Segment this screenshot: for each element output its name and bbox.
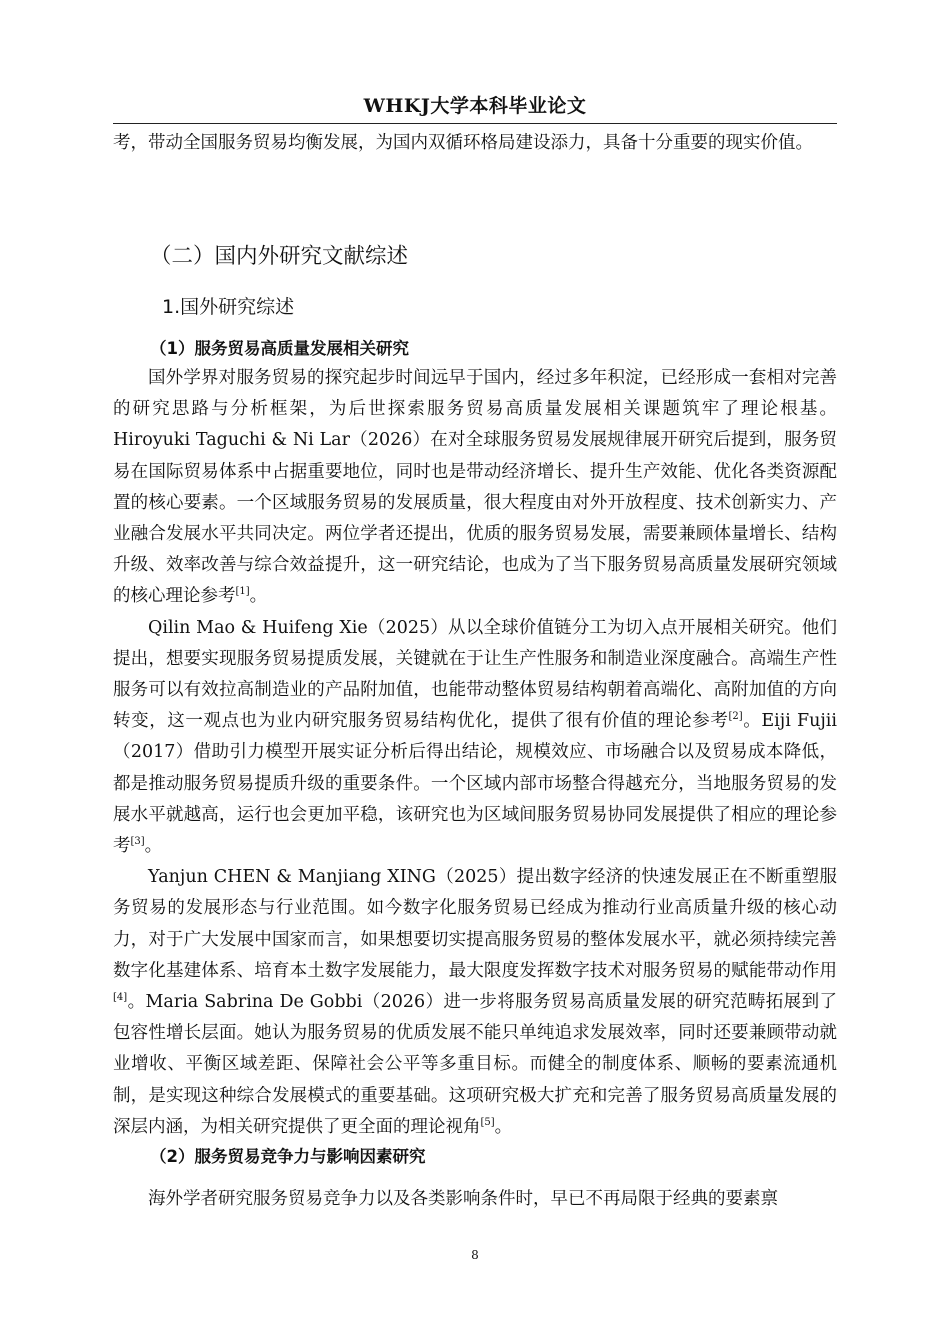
paragraph-3-tail: 。 (494, 1116, 513, 1137)
paragraph-2-text-b: 。Eiji Fujii（2017）借助引力模型开展实证分析后得出结论，规模效应、市场融合以及贸易成本降低，都是推动服务贸易提质升级的重要条件。一个区域内部市场整合得越充分，当地服务贸易的发展水平就越高，运行也会更加平稳，该研究也为区域间服务贸易协同发展提供了相应的理论参考 (113, 711, 837, 857)
paragraph-2-tail: 。 (144, 836, 163, 857)
citation-1: [1] (235, 586, 250, 598)
paragraph-1 (113, 363, 837, 613)
citation-4: [4] (113, 992, 128, 1004)
paragraph-1-tail: 。 (249, 586, 268, 607)
citation-2: [2] (728, 711, 743, 723)
page-number: 8 (471, 1248, 479, 1262)
page-header-title: WHKJ大学本科毕业论文 (363, 95, 587, 117)
sub2-heading: （2）服务贸易竞争力与影响因素研究 (150, 1147, 426, 1166)
citation-5: [5] (480, 1117, 495, 1129)
sub2-body (113, 1184, 837, 1215)
intro-paragraph: 考，带动全国服务贸易均衡发展，为国内双循环格局建设添力，具备十分重要的现实价值。 (113, 133, 813, 153)
subsection-heading: 1.国外研究综述 (162, 296, 295, 318)
citation-3: [3] (130, 836, 145, 848)
paragraph-2 (113, 613, 837, 863)
paragraph-3-text-a: Yanjun CHEN & Manjiang XING（2025）提出数字经济的快速发展正在不断重塑服务贸易的发展形态与行业范围。如今数字化服务贸易已经成为推动行业高质量升级的核心动力，对于广大发展中国家而言，如果想要切实提高服务贸易的整体发展水平，就必须持续完善数字化基建体系、培育本土数字发展能力，最大限度发挥数字技术对服务贸易的赋能带动作用 (113, 867, 837, 981)
paragraph-3 (113, 862, 837, 1143)
section-heading: （二）国内外研究文献综述 (150, 244, 409, 269)
intro-block (113, 128, 837, 159)
paragraph-4: 海外学者研究服务贸易竞争力以及各类影响条件时，早已不再局限于经典的要素禀 (148, 1189, 778, 1209)
paragraph-1-text: 国外学界对服务贸易的探究起步时间远早于国内，经过多年积淀，已经形成一套相对完善的研究思路与分析框架，为后世探索服务贸易高质量发展相关课题筑牢了理论根基。Hiroyuki Taguchi & Ni Lar（2026）在对全球服务贸易发展规律展开研究后提到，服务贸易在国际贸易体系中占据重要地位，同时也是带动经济增长、提升生产效能、优化各类资源配置的核心要素。一个区域服务贸易的发展质量，很大程度由对外开放程度、技术创新实力、产业融合发展水平共同决定。两位学者还提出，优质的服务贸易发展，需要兼顾体量增长、结构升级、效率改善与综合效益提升，这一研究结论，也成为了当下服务贸易高质量发展研究领域的核心理论参考 (113, 368, 837, 607)
sub1-heading: （1）服务贸易高质量发展相关研究 (150, 339, 409, 358)
paragraph-3-text-b: 。Maria Sabrina De Gobbi（2026）进一步将服务贸易高质量发展的研究范畴拓展到了包容性增长层面。她认为服务贸易的优质发展不能只单纯追求发展效率，同时还要兼顾带动就业增收、平衡区域差距、保障社会公平等多重目标。而健全的制度体系、顺畅的要素流通机制，是实现这种综合发展模式的重要基础。这项研究极大扩充和完善了服务贸易高质量发展的深层内涵，为相关研究提供了更全面的理论视角 (113, 992, 837, 1137)
header-divider (113, 123, 837, 124)
paragraph-2-text-a: Qilin Mao & Huifeng Xie（2025）从以全球价值链分工为切入点开展相关研究。他们提出，想要实现服务贸易提质发展，关键就在于让生产性服务和制造业深度融合。高端生产性服务可以有效拉高制造业的产品附加值，也能带动整体贸易结构朝着高端化、高附加值的方向转变，这一观点也为业内研究服务贸易结构优化，提供了很有价值的理论参考 (113, 617, 837, 732)
sub1-body (113, 363, 837, 1143)
